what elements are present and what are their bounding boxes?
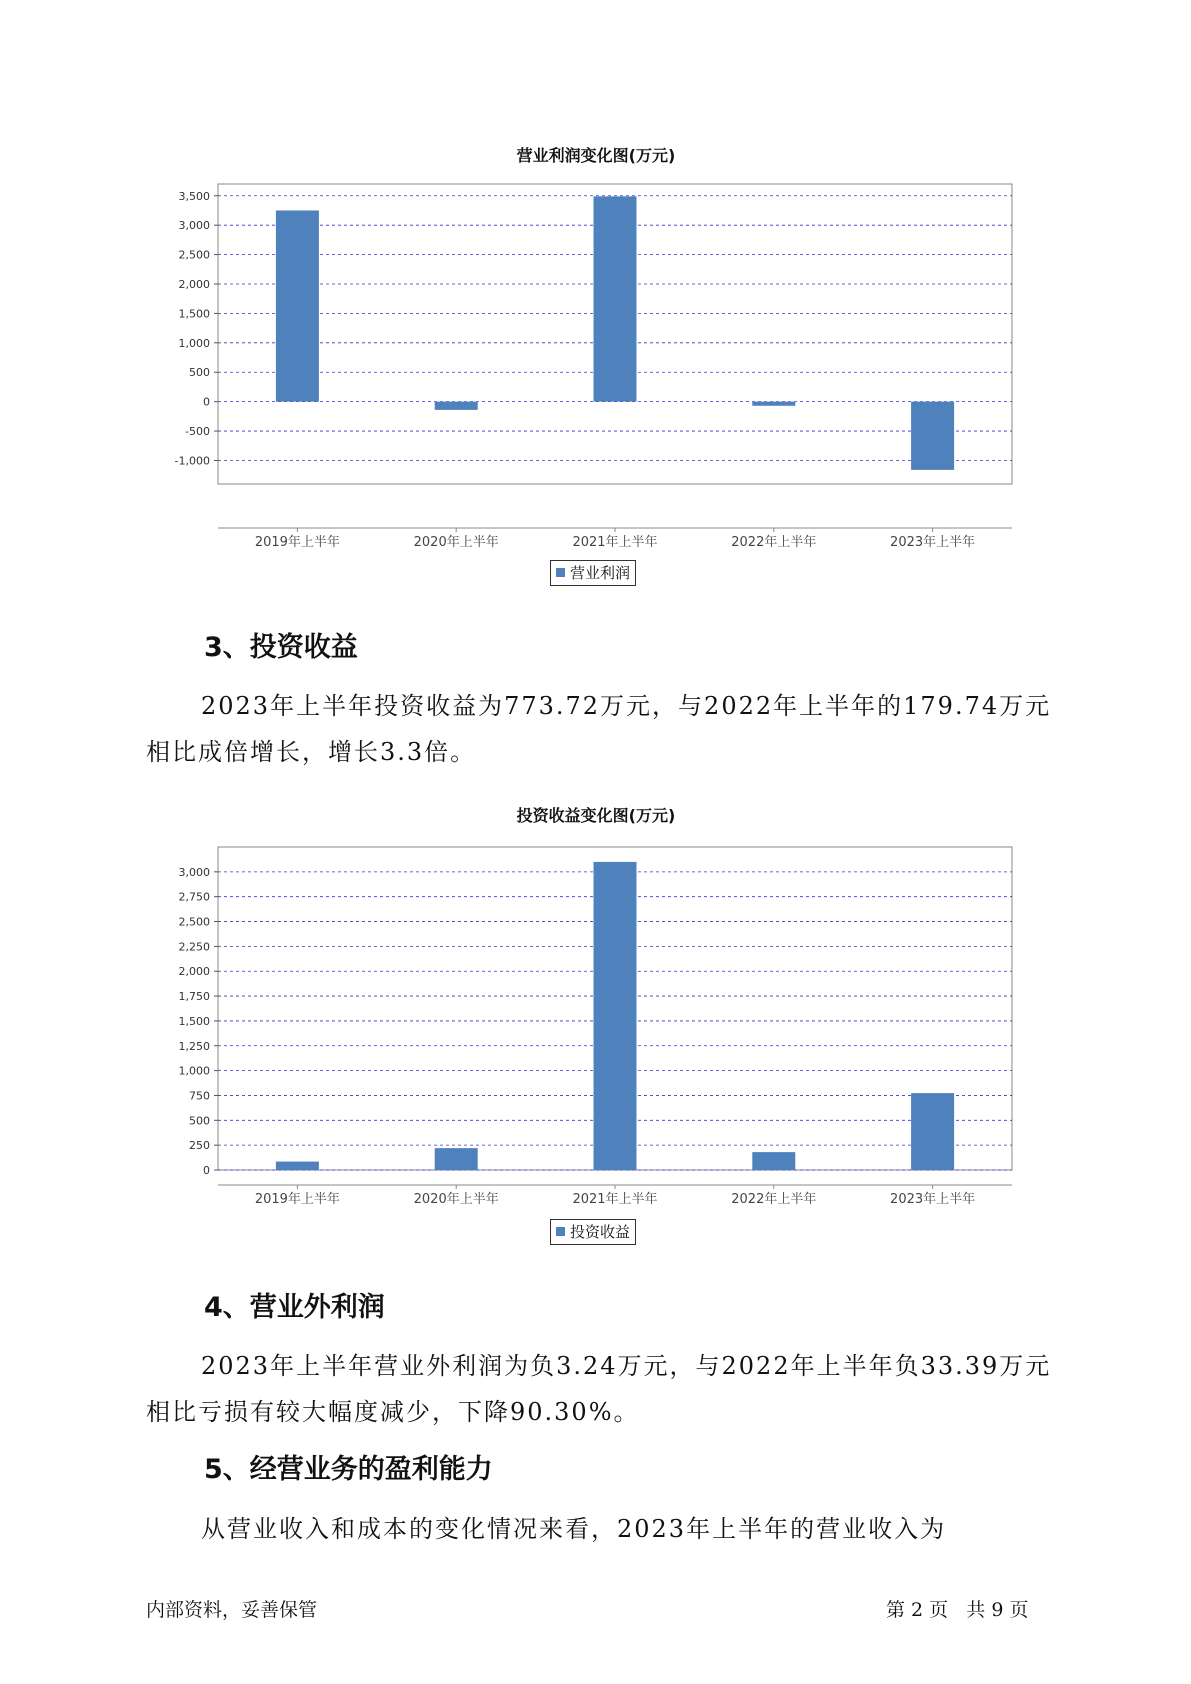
y-tick-label: 3,000 bbox=[178, 865, 210, 879]
chart1-title: 营业利润变化图(万元) bbox=[516, 146, 676, 165]
section4-paragraph bbox=[146, 1343, 1076, 1435]
x-tick-label: 2021年上半年 bbox=[572, 1192, 658, 1207]
section4-heading: 4、营业外利润 bbox=[204, 1292, 385, 1323]
chart2-legend bbox=[550, 1219, 636, 1245]
y-tick-label: 1,500 bbox=[178, 307, 210, 321]
bar bbox=[276, 1162, 319, 1170]
y-tick-label: 1,750 bbox=[178, 990, 210, 1004]
section3-paragraph bbox=[146, 683, 1076, 775]
y-tick-label: 2,000 bbox=[178, 965, 210, 979]
y-tick-label: 2,000 bbox=[178, 278, 210, 291]
y-tick-label: 2,250 bbox=[178, 940, 210, 954]
bar bbox=[911, 402, 954, 470]
y-tick-label: -1,000 bbox=[174, 454, 210, 468]
x-tick-label: 2021年上半年 bbox=[572, 535, 658, 550]
y-tick-label: 1,000 bbox=[178, 1064, 210, 1078]
x-tick-label: 2019年上半年 bbox=[254, 535, 340, 550]
y-tick-label: 250 bbox=[189, 1139, 210, 1153]
y-tick-label: 2,500 bbox=[178, 248, 210, 262]
bar bbox=[435, 1148, 478, 1170]
y-tick-label: 750 bbox=[189, 1089, 210, 1103]
bar bbox=[752, 1152, 795, 1170]
y-tick-label: 1,250 bbox=[178, 1039, 210, 1053]
chart2-title: 投资收益变化图(万元) bbox=[516, 806, 676, 825]
bar bbox=[911, 1093, 954, 1170]
bar bbox=[276, 210, 319, 401]
section5-heading: 5、经营业务的盈利能力 bbox=[204, 1454, 493, 1485]
y-tick-label: 1,500 bbox=[178, 1014, 210, 1028]
legend-swatch bbox=[556, 1227, 565, 1236]
x-tick-label: 2022年上半年 bbox=[731, 535, 817, 550]
y-tick-label: 500 bbox=[189, 1114, 210, 1128]
y-tick-label: -500 bbox=[185, 425, 210, 439]
section4-line1: 2023年上半年营业外利润为负3.24万元，与2022年上半年负33.39万元 bbox=[201, 1352, 1052, 1380]
chart1-legend bbox=[550, 560, 636, 586]
y-tick-label: 3,500 bbox=[178, 189, 210, 203]
y-tick-label: 1,000 bbox=[178, 336, 210, 350]
footer-page-number: 第 2 页 共 9 页 bbox=[886, 1599, 1029, 1621]
x-tick-label: 2023年上半年 bbox=[890, 535, 976, 550]
bar bbox=[435, 402, 478, 410]
x-tick-label: 2022年上半年 bbox=[731, 1192, 817, 1207]
legend-swatch bbox=[556, 568, 565, 577]
section5-paragraph bbox=[146, 1506, 1076, 1552]
footer-confidential: 内部资料，妥善保管 bbox=[146, 1599, 318, 1621]
section3-line1: 2023年上半年投资收益为773.72万元，与2022年上半年的179.74万元 bbox=[201, 692, 1052, 720]
y-tick-label: 0 bbox=[203, 395, 210, 409]
section4-line2: 相比亏损有较大幅度减少，下降90.30%。 bbox=[146, 1398, 640, 1426]
x-tick-label: 2019年上半年 bbox=[254, 1192, 340, 1207]
y-tick-label: 2,500 bbox=[178, 915, 210, 929]
x-tick-label: 2020年上半年 bbox=[413, 1192, 499, 1207]
bar bbox=[594, 862, 637, 1170]
y-tick-label: 500 bbox=[189, 366, 210, 380]
section3-heading: 3、投资收益 bbox=[204, 632, 358, 663]
legend-label: 营业利润 bbox=[570, 564, 631, 582]
operating-profit-chart bbox=[0, 170, 1191, 550]
section3-line2: 相比成倍增长，增长3.3倍。 bbox=[146, 738, 477, 766]
y-tick-label: 0 bbox=[203, 1164, 210, 1177]
investment-income-chart bbox=[0, 835, 1191, 1207]
bar bbox=[594, 196, 637, 401]
y-tick-label: 3,000 bbox=[178, 219, 210, 233]
x-tick-label: 2020年上半年 bbox=[413, 535, 499, 550]
y-tick-label: 2,750 bbox=[178, 890, 210, 904]
x-tick-label: 2023年上半年 bbox=[890, 1192, 976, 1207]
legend-label: 投资收益 bbox=[570, 1223, 631, 1241]
bar bbox=[752, 402, 795, 406]
section5-line1: 从营业收入和成本的变化情况来看，2023年上半年的营业收入为 bbox=[201, 1515, 947, 1543]
